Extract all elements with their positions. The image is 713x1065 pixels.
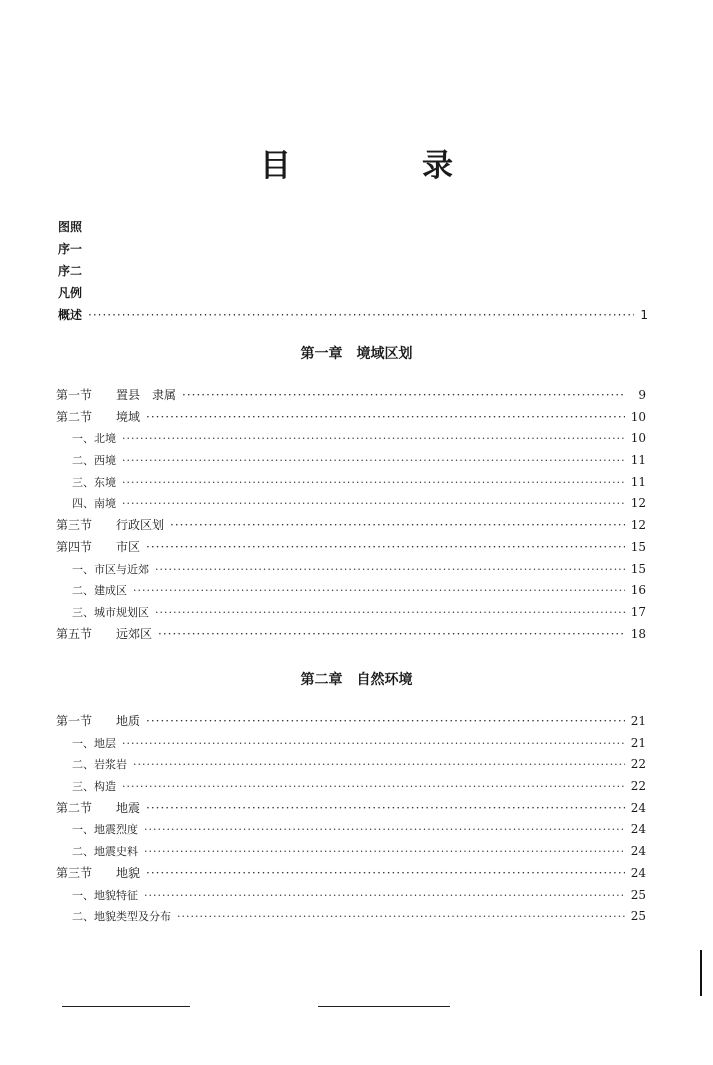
page-number: 9 [638, 388, 646, 402]
section-label: 地震 [116, 800, 141, 815]
dot-leader [155, 602, 625, 624]
toc-subsection[interactable] [56, 559, 646, 581]
page-number: 15 [630, 539, 646, 554]
front-matter-label: 图照 [58, 220, 83, 234]
chapter-number: 第一章 [300, 346, 343, 362]
section-number: 第一节 [56, 714, 93, 728]
chapter-name: 自然环境 [356, 672, 413, 688]
section-number: 第五节 [56, 626, 93, 641]
subsection-label: 三、东境 [72, 475, 116, 489]
page-number: 21 [630, 735, 646, 750]
section-label: 置县 隶属 [116, 388, 177, 402]
front-matter-label: 概述 [58, 308, 83, 322]
section-number: 第三节 [56, 865, 93, 880]
dot-leader [122, 450, 625, 472]
dot-leader [146, 863, 625, 885]
page-number: 24 [630, 865, 646, 880]
toc-subsection[interactable] [56, 819, 646, 841]
subsection-label: 一、地震烈度 [72, 823, 138, 837]
toc-section[interactable] [56, 537, 646, 559]
footer-rule-right [318, 1006, 450, 1007]
page-number: 21 [630, 714, 646, 728]
dot-leader [146, 537, 625, 559]
dot-leader [122, 428, 625, 450]
page-number: 12 [630, 518, 646, 533]
toc-subsection[interactable] [56, 733, 646, 755]
subsection-label: 二、岩浆岩 [72, 758, 127, 772]
toc-section[interactable] [56, 515, 646, 537]
dot-leader [182, 385, 626, 407]
dot-leader [158, 624, 625, 646]
dot-leader [88, 304, 634, 326]
subsection-label: 二、地震史料 [72, 845, 138, 859]
section-label: 市区 [116, 539, 141, 554]
toc-subsection[interactable] [56, 602, 646, 624]
page-number: 1 [640, 308, 648, 322]
section-number: 第二节 [56, 800, 93, 815]
dot-leader [144, 885, 625, 907]
page-number: 25 [630, 887, 646, 902]
subsection-label: 二、建成区 [72, 584, 127, 598]
page-number: 17 [630, 604, 646, 619]
subsection-label: 一、北境 [72, 432, 116, 446]
dot-leader [144, 819, 625, 841]
front-matter-item[interactable] [58, 238, 648, 260]
section-label: 境域 [116, 409, 141, 424]
subsection-label: 一、地层 [72, 736, 116, 750]
section-number: 第四节 [56, 539, 93, 554]
subsection-label: 三、城市规划区 [72, 605, 149, 619]
page-number: 24 [630, 822, 646, 837]
toc-subsection[interactable] [56, 776, 646, 798]
page-number: 24 [630, 800, 646, 815]
chapter-2-entries [56, 711, 646, 928]
subsection-label: 一、市区与近郊 [72, 562, 149, 576]
subsection-label: 四、南境 [72, 497, 116, 511]
section-label: 地质 [116, 714, 141, 728]
section-label: 远郊区 [116, 626, 153, 641]
page-number: 10 [630, 431, 646, 446]
section-number: 第三节 [56, 518, 93, 533]
toc-subsection[interactable] [56, 428, 646, 450]
page-title: 目 录 [260, 148, 503, 184]
front-matter-list [58, 216, 648, 326]
page-number: 22 [630, 779, 646, 794]
toc-subsection[interactable] [56, 472, 646, 494]
dot-leader [122, 733, 625, 755]
toc-subsection[interactable] [56, 580, 646, 602]
toc-subsection[interactable] [56, 906, 646, 928]
dot-leader [177, 906, 625, 928]
toc-section[interactable] [56, 624, 646, 646]
dot-leader [170, 515, 625, 537]
footer-rule-left [62, 1006, 190, 1007]
chapter-name: 境域区划 [356, 346, 413, 362]
page-number: 12 [630, 496, 646, 511]
dot-leader [122, 493, 625, 515]
chapter-title [0, 670, 713, 690]
toc-section[interactable] [56, 798, 646, 820]
page-number: 25 [630, 909, 646, 924]
subsection-label: 二、地貌类型及分布 [72, 910, 171, 924]
chapter-number: 第二章 [300, 672, 343, 688]
subsection-label: 二、西境 [72, 454, 116, 468]
section-number: 第二节 [56, 409, 93, 424]
toc-subsection[interactable] [56, 754, 646, 776]
page-number: 24 [630, 844, 646, 859]
dot-leader [122, 472, 625, 494]
toc-section[interactable] [56, 711, 646, 733]
toc-section[interactable] [56, 863, 646, 885]
toc-section[interactable] [56, 407, 646, 429]
page-number: 11 [630, 474, 646, 489]
scan-edge-mark [700, 950, 702, 996]
front-matter-item[interactable] [58, 304, 648, 326]
toc-section[interactable] [56, 385, 646, 407]
dot-leader [155, 559, 625, 581]
page-number: 16 [630, 583, 646, 598]
front-matter-label: 序二 [58, 264, 83, 278]
section-label: 行政区划 [116, 518, 165, 533]
page-number: 11 [630, 453, 646, 468]
toc-subsection[interactable] [56, 841, 646, 863]
dot-leader [133, 754, 625, 776]
toc-subsection[interactable] [56, 885, 646, 907]
front-matter-label: 序一 [58, 242, 83, 256]
section-number: 第一节 [56, 388, 93, 402]
toc-subsection[interactable] [56, 450, 646, 472]
front-matter-item[interactable] [58, 282, 648, 304]
page-number: 22 [630, 757, 646, 772]
front-matter-label: 凡例 [58, 286, 83, 300]
toc-subsection[interactable] [56, 493, 646, 515]
chapter-title [0, 344, 713, 364]
dot-leader [122, 776, 625, 798]
page-number: 15 [630, 561, 646, 576]
page-number: 18 [630, 626, 646, 641]
section-label: 地貌 [116, 865, 141, 880]
chapter-1-entries [56, 385, 646, 645]
subsection-label: 一、地貌特征 [72, 888, 138, 902]
subsection-label: 三、构造 [72, 780, 116, 794]
page-number: 10 [630, 409, 646, 424]
front-matter-item[interactable] [58, 216, 648, 238]
dot-leader [146, 798, 625, 820]
dot-leader [133, 580, 625, 602]
front-matter-item[interactable] [58, 260, 648, 282]
dot-leader [146, 407, 625, 429]
dot-leader [144, 841, 625, 863]
dot-leader [146, 711, 625, 733]
